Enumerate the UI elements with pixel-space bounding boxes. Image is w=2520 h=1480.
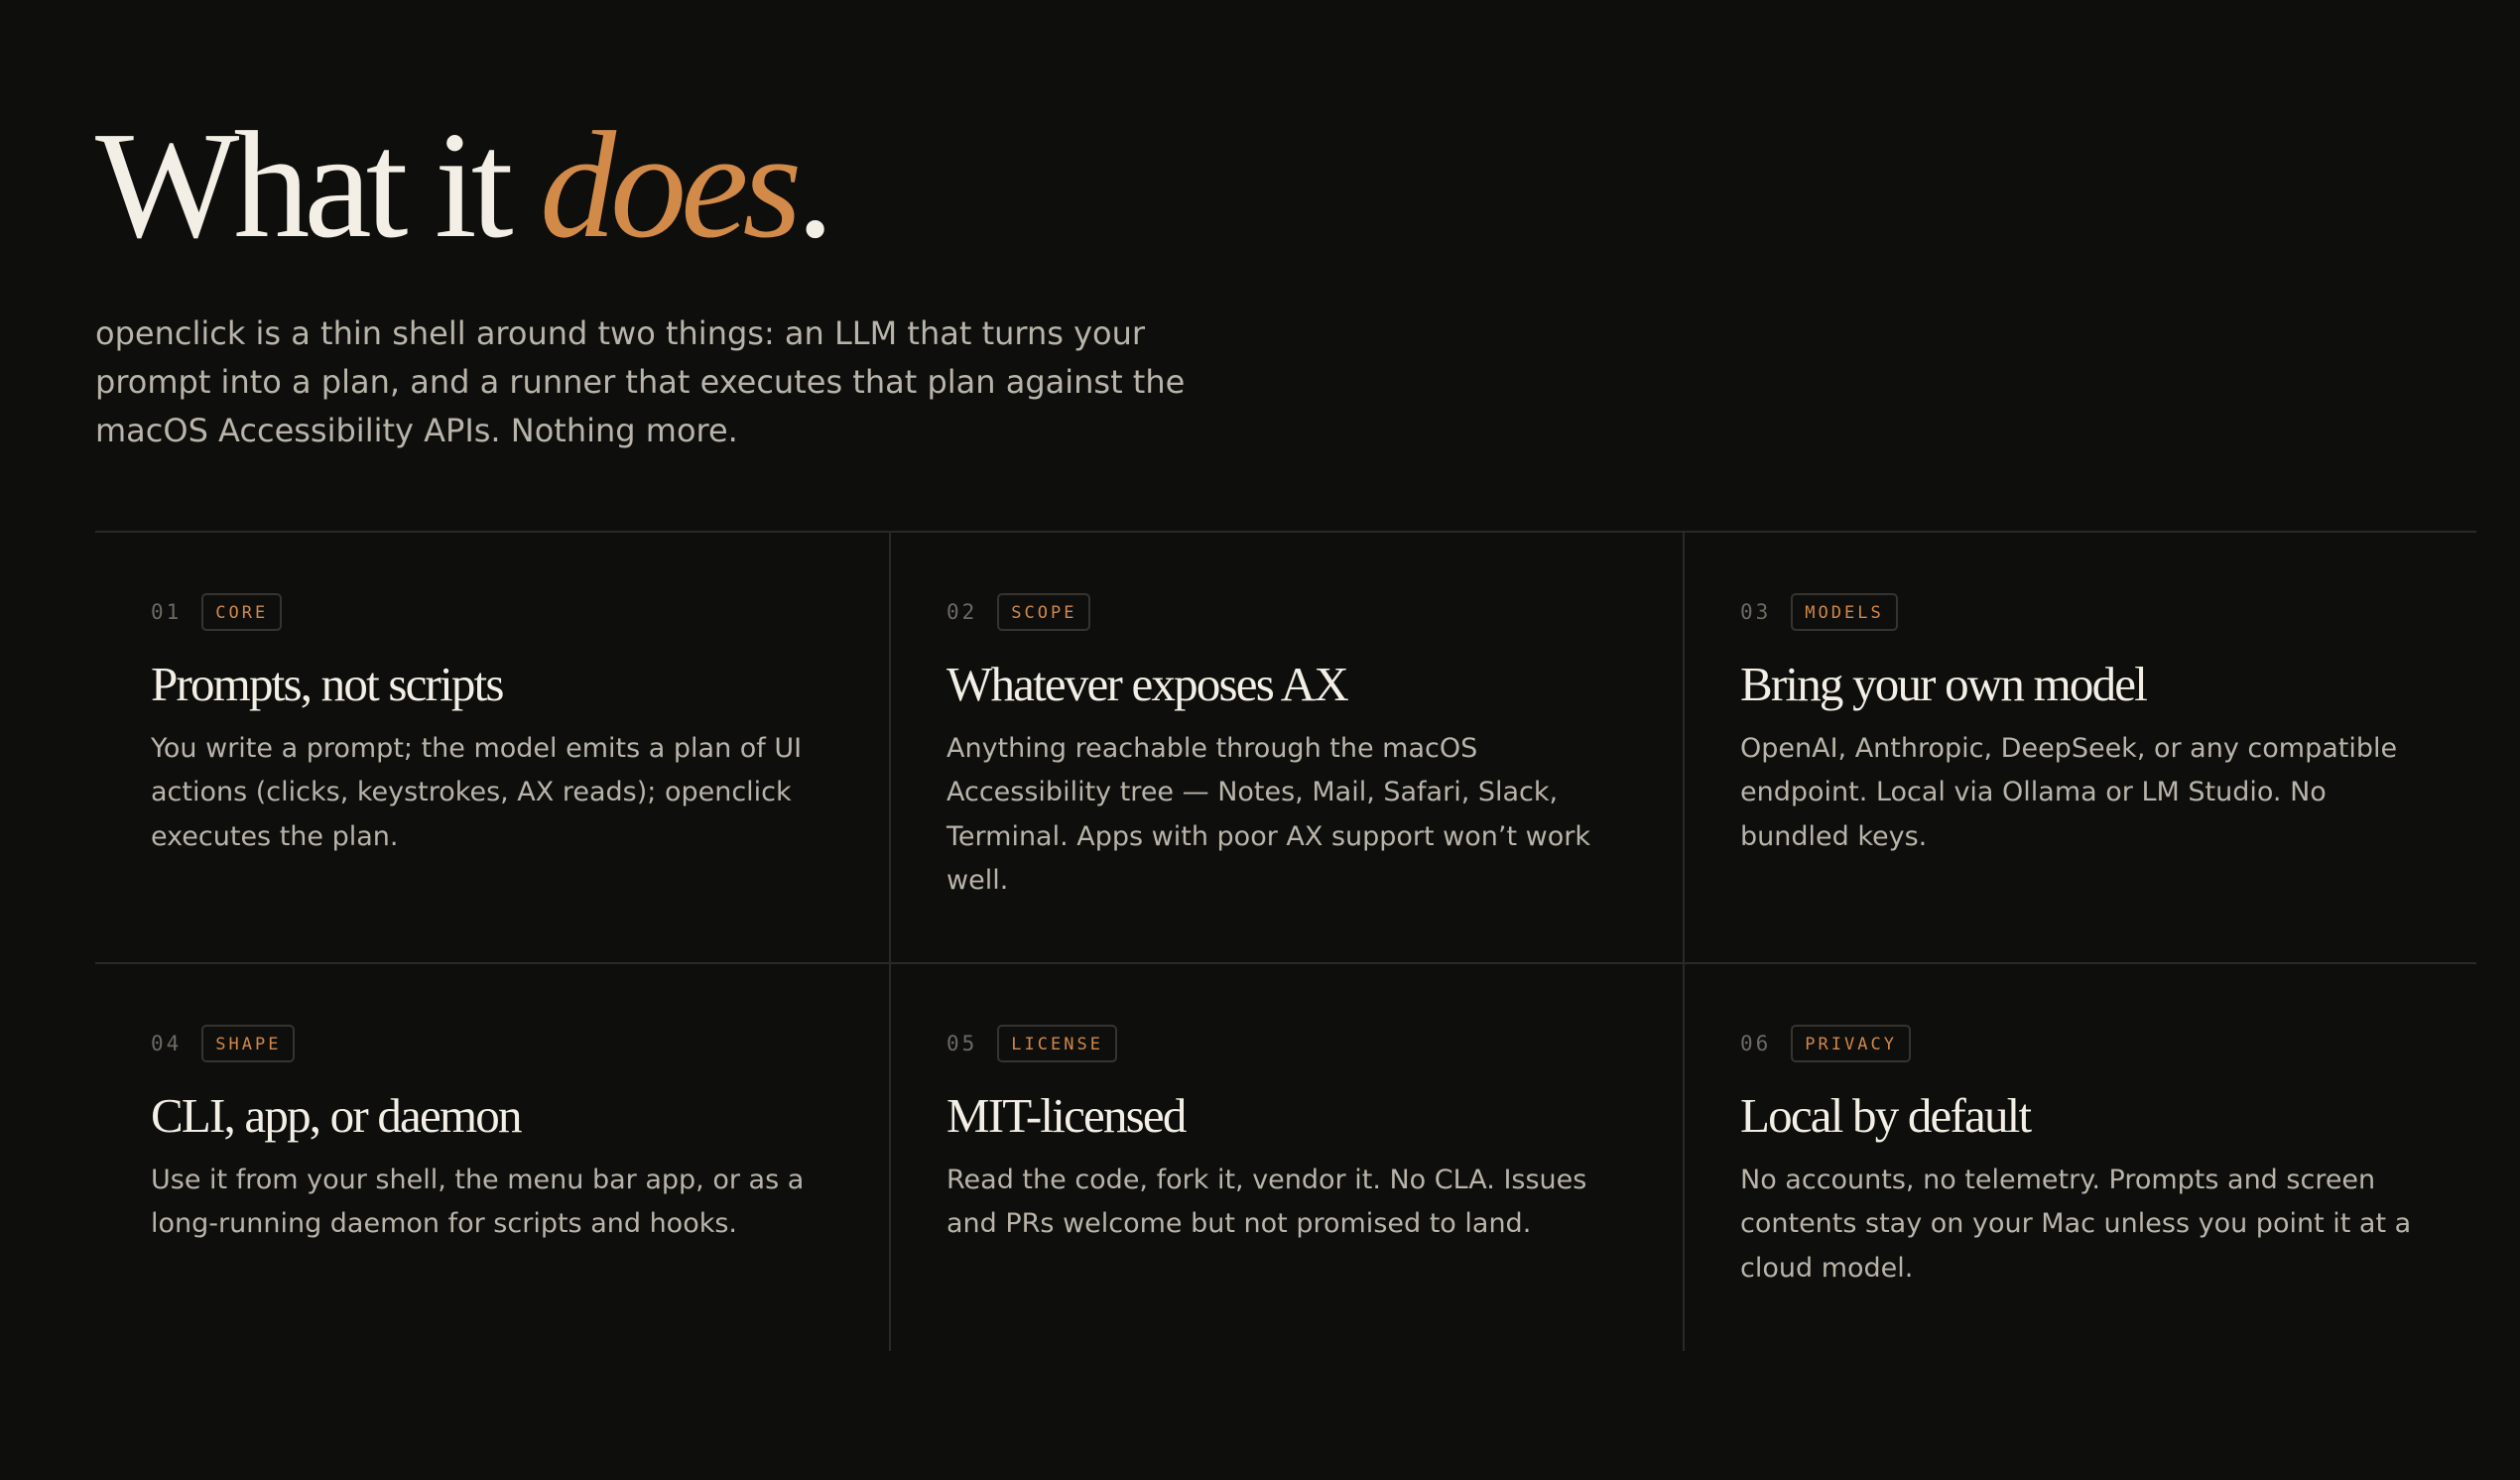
feature-number: 02 xyxy=(946,600,978,624)
page-title-accent: does xyxy=(540,101,797,270)
feature-tag: LICENSE xyxy=(997,1025,1117,1062)
page-title xyxy=(95,101,1286,270)
intro-paragraph: openclick is a thin shell around two things: an LLM that turns your prompt into a plan, and a runner that executes that plan against the macOS Accessibility APIs. Nothing more. xyxy=(95,314,1186,449)
feature-description: You write a prompt; the model emits a plan of UI actions (clicks, keystrokes, AX reads); openclick executes the plan. xyxy=(151,732,803,852)
feature-number: 03 xyxy=(1740,600,1772,624)
feature-number: 01 xyxy=(151,600,183,624)
feature-title: Bring your own model xyxy=(1740,657,2147,711)
feature-title: Local by default xyxy=(1740,1088,2031,1143)
feature-description: Anything reachable through the macOS Accessibility tree — Notes, Mail, Safari, Slack, Terminal. Apps with poor AX support won’t work well. xyxy=(946,732,1590,897)
feature-title: Prompts, not scripts xyxy=(151,657,503,711)
feature-grid xyxy=(95,531,2476,1351)
feature-meta xyxy=(1740,592,2421,632)
feature-tag: CORE xyxy=(201,593,282,631)
feature-meta xyxy=(946,592,1627,632)
feature-title: Whatever exposes AX xyxy=(946,657,1347,711)
feature-meta xyxy=(151,1024,833,1063)
feature-number: 04 xyxy=(151,1032,183,1055)
feature-description: Use it from your shell, the menu bar app, or as a long-running daemon for scripts and hooks. xyxy=(151,1164,805,1240)
page-title-lead: What it xyxy=(95,101,541,270)
feature-title: CLI, app, or daemon xyxy=(151,1088,521,1143)
feature-number: 05 xyxy=(946,1032,978,1055)
feature-meta xyxy=(1740,1024,2421,1063)
feature-card-privacy xyxy=(1683,964,2476,1351)
page-title-period: . xyxy=(796,101,828,270)
feature-tag: SCOPE xyxy=(997,593,1090,631)
feature-number: 06 xyxy=(1740,1032,1772,1055)
feature-tag: SHAPE xyxy=(201,1025,295,1062)
feature-tag: PRIVACY xyxy=(1791,1025,1911,1062)
feature-card-scope xyxy=(889,533,1683,964)
feature-meta xyxy=(151,592,833,632)
feature-description: No accounts, no telemetry. Prompts and screen contents stay on your Mac unless you point it at a cloud model. xyxy=(1740,1164,2412,1284)
hero-section xyxy=(95,101,1286,455)
feature-tag: MODELS xyxy=(1791,593,1897,631)
feature-meta xyxy=(946,1024,1627,1063)
feature-description: OpenAI, Anthropic, DeepSeek, or any compatible endpoint. Local via Ollama or LM Studio. No bundled keys. xyxy=(1740,732,2398,852)
feature-card-core xyxy=(95,533,889,964)
feature-card-license xyxy=(889,964,1683,1351)
feature-description: Read the code, fork it, vendor it. No CLA. Issues and PRs welcome but not promised to land. xyxy=(946,1164,1587,1240)
feature-title: MIT-licensed xyxy=(946,1088,1186,1143)
feature-card-models xyxy=(1683,533,2476,964)
feature-card-shape xyxy=(95,964,889,1351)
